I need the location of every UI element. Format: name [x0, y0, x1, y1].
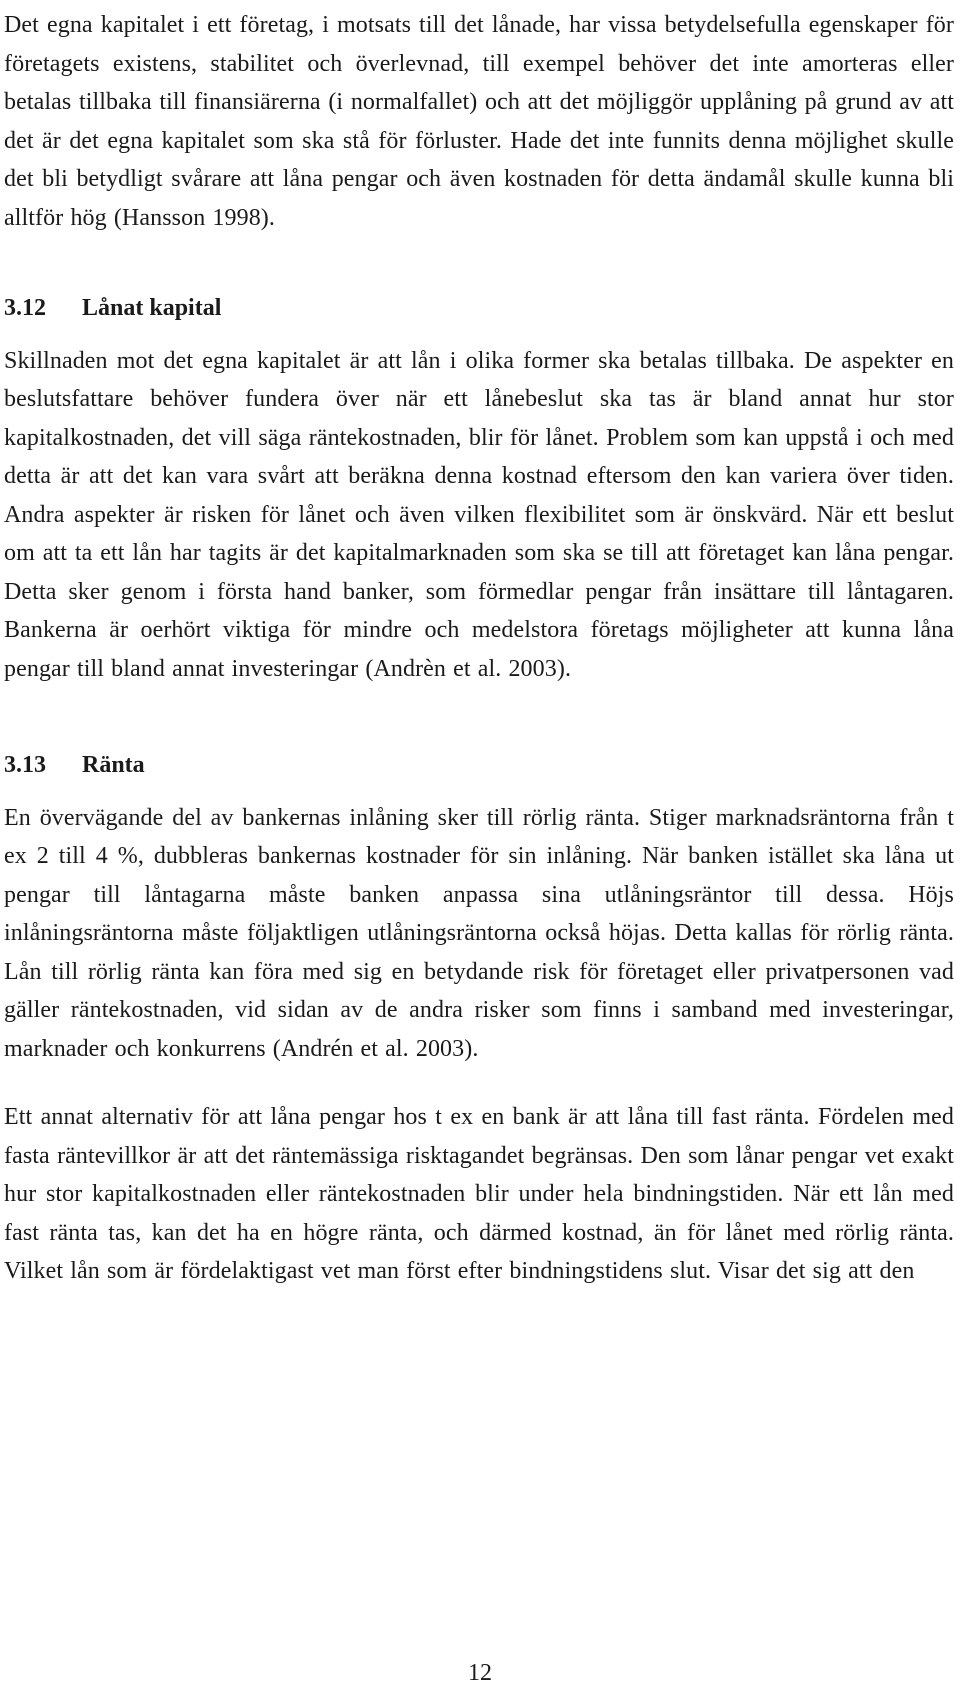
page-number: 12 [468, 1660, 492, 1686]
paragraph-rorlig-ranta: En övervägande del av bankernas inlåning sker till rörlig ränta. Stiger marknadsräntorna från t ex 2 till 4 %, dubbleras bankernas kostnader för sin inlåning. När banken istället ska låna ut pengar till låntagarna måste banken anpassa sina utlåningsräntor till dessa. Höjs inlåningsräntorna måste följaktligen utlåningsräntorna också höjas. Detta kallas för rörlig ränta. Lån till rörlig ränta kan föra med sig en betydande risk för företaget eller privatpersonen vad gäller räntekostnaden, vid sidan av de andra risker som finns i samband med investeringar, marknader och konkurrens (Andrén et al. 2003). [4, 804, 954, 1062]
paragraph-fast-ranta: Ett annat alternativ för att låna pengar hos t ex en bank är att låna till fast ränta. Fördelen med fasta räntevillkor är att det räntemässiga risktagandet begränsas. Den som lånar pengar vet exakt hur stor kapitalkostnaden eller räntekostnaden blir under hela bindningstiden. När ett lån med fast ränta tas, kan det ha en högre ränta, och därmed kostnad, än för lånet med rörlig ränta. Vilket lån som är fördelaktigast vet man först efter bindningstidens slut. Visar det sig att den [4, 1104, 954, 1284]
page-content [4, 6, 954, 1291]
section-title: Lånat kapital [82, 295, 222, 321]
section-heading-lanat-kapital [4, 289, 954, 328]
section-number: 3.13 [4, 752, 46, 778]
section-number: 3.12 [4, 295, 46, 321]
section-heading-ranta [4, 746, 954, 785]
section-title: Ränta [82, 752, 145, 778]
paragraph-lanat-kapital: Skillnaden mot det egna kapitalet är att lån i olika former ska betalas tillbaka. De aspekter en beslutsfattare behöver fundera över när ett lånebeslut ska tas är bland annat hur stor kapitalkostnaden, det vill säga räntekostnaden, blir för lånet. Problem som kan uppstå i och med detta är att det kan vara svårt att beräkna denna kostnad eftersom den kan variera över tiden. Andra aspekter är risken för lånet och även vilken flexibilitet som är önskvärd. När ett beslut om att ta ett lån har tagits är det kapitalmarknaden som ska se till att företaget kan låna pengar. Detta sker genom i första hand banker, som förmedlar pengar från insättare till låntagaren. Bankerna är oerhört viktiga för mindre och medelstora företags möjligheter att kunna låna pengar till bland annat investeringar (Andrèn et al. 2003). [4, 347, 954, 682]
paragraph-egna-kapitalet: Det egna kapitalet i ett företag, i motsats till det lånade, har vissa betydelsefulla egenskaper för företagets existens, stabilitet och överlevnad, till exempel behöver det inte amorteras eller betalas tillbaka till finansiärerna (i normalfallet) och att det möjliggör upplåning på grund av att det är det egna kapitalet som ska stå för förluster. Hade det inte funnits denna möjlighet skulle det bli betydligt svårare att låna pengar och även kostnaden för detta ändamål skulle kunna bli alltför hög (Hansson 1998). [4, 12, 954, 231]
